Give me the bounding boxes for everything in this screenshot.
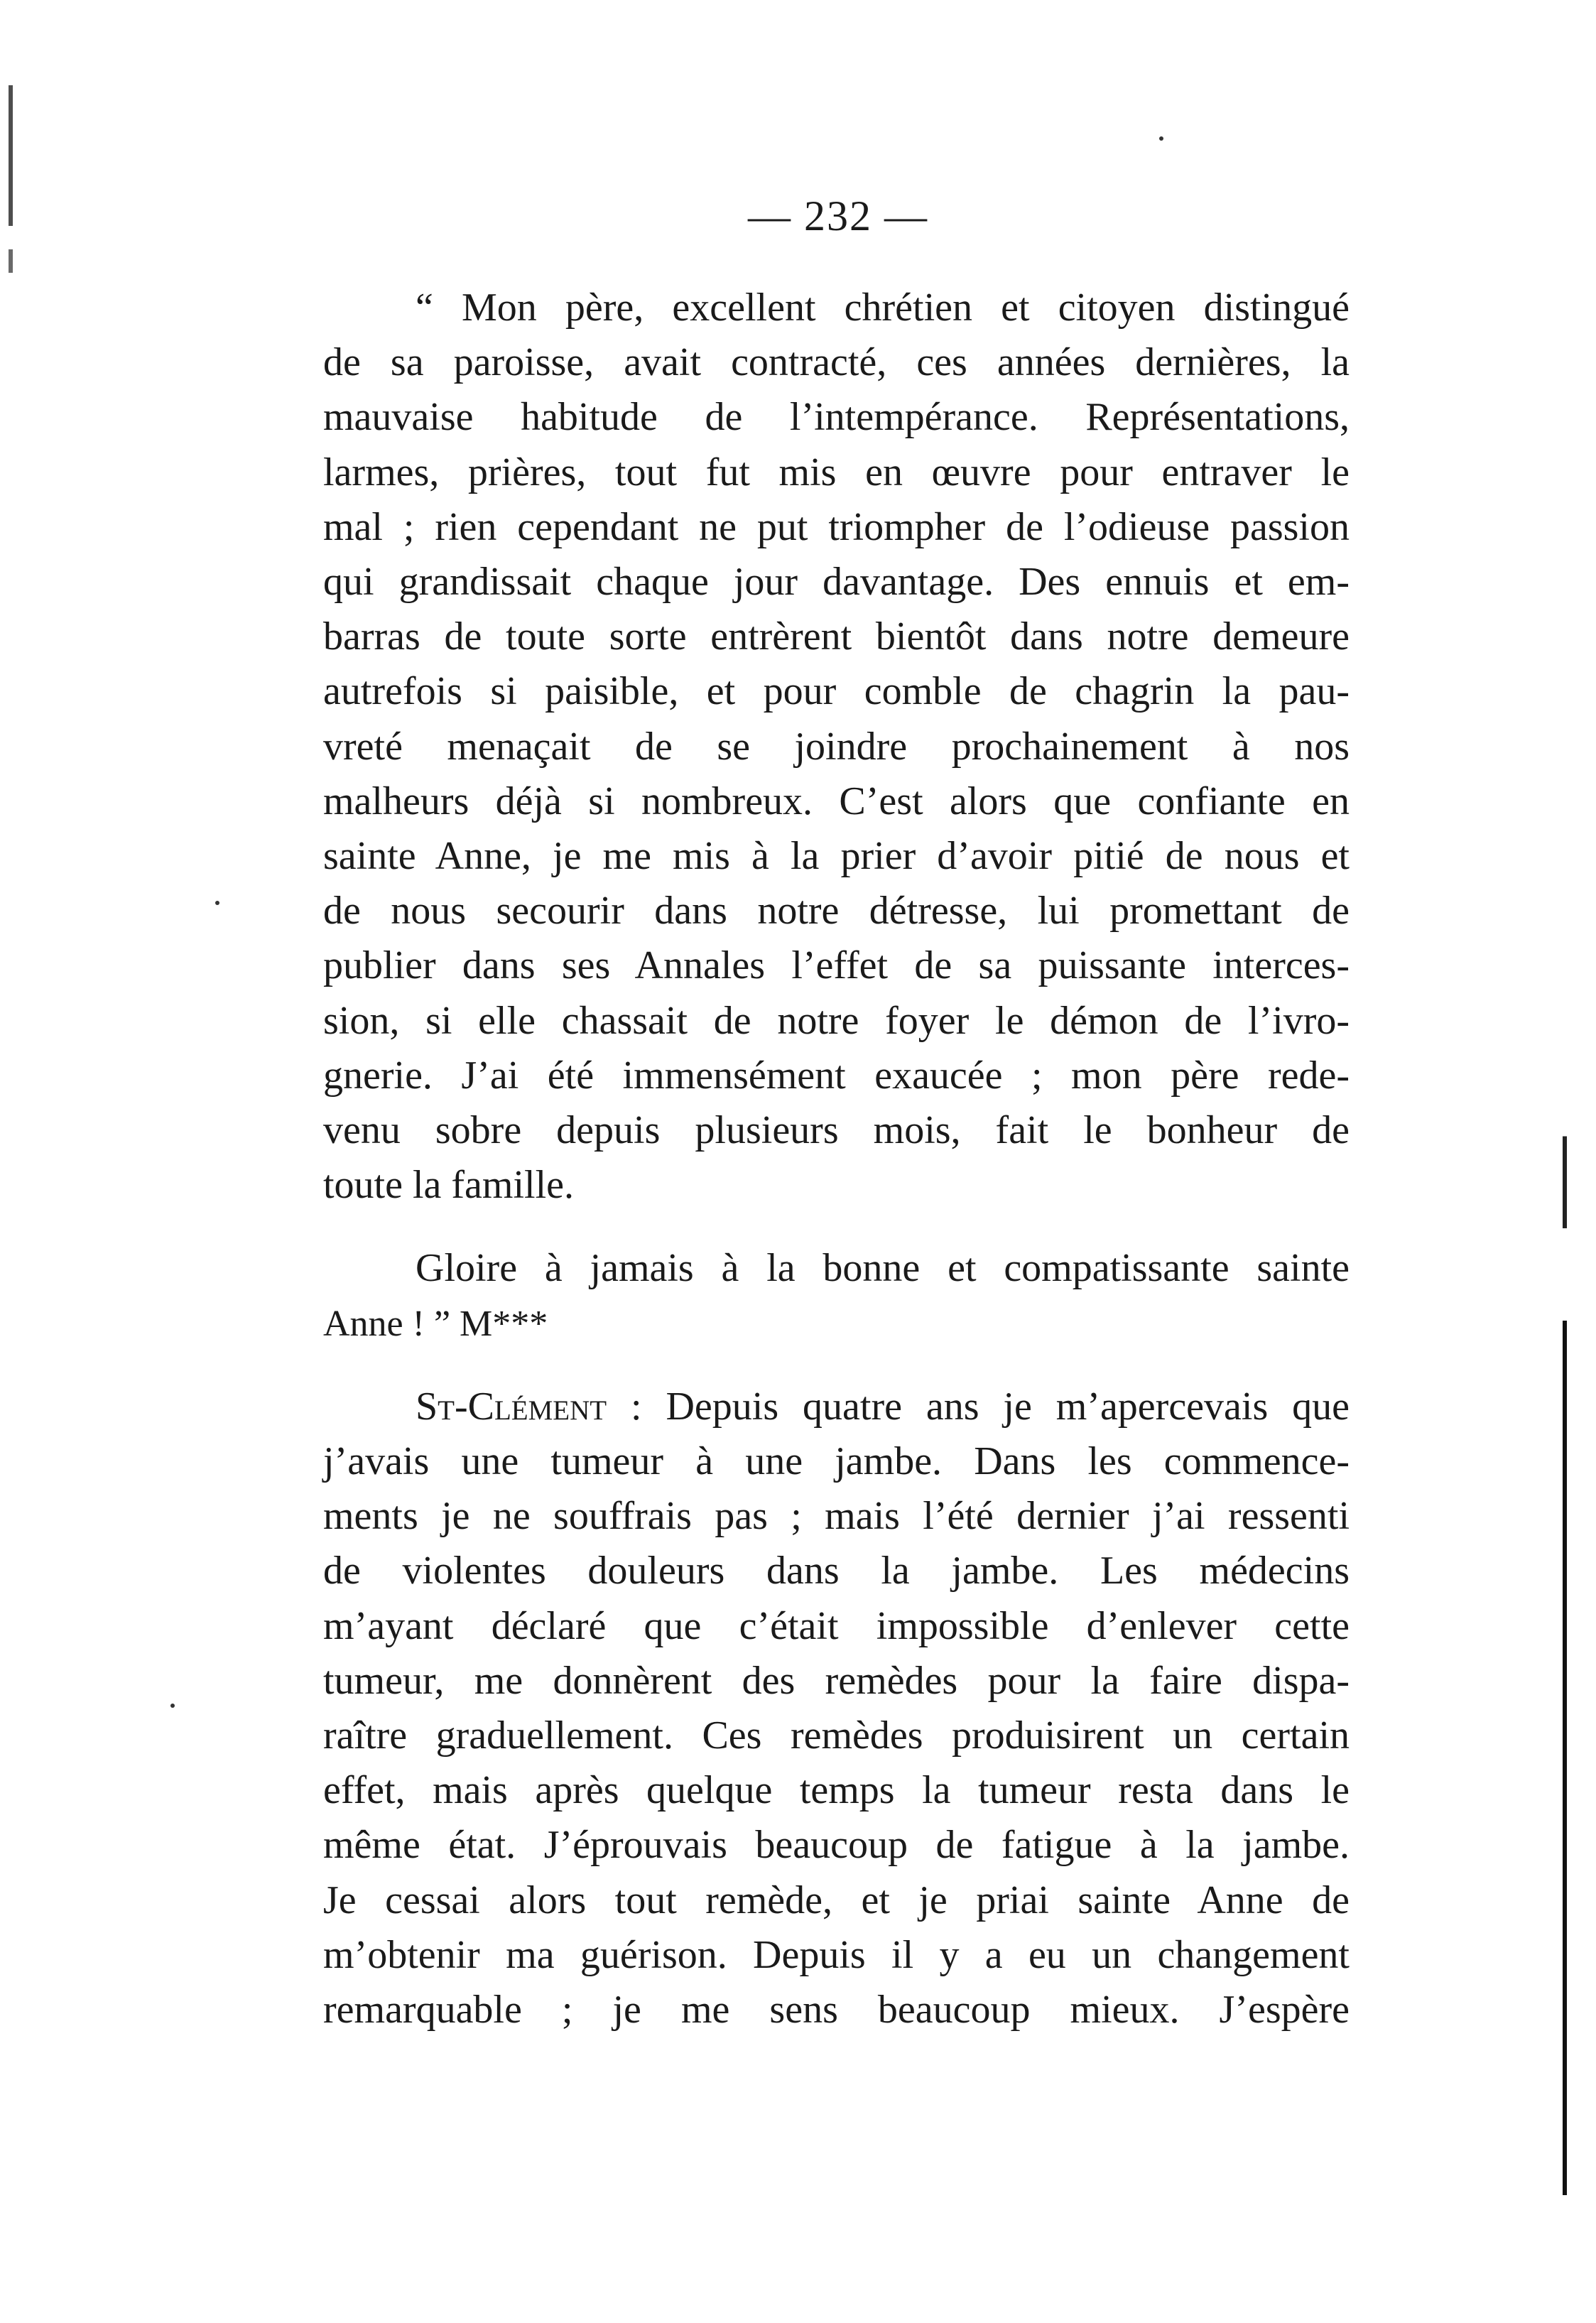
text-line: malheurs déjà si nombreux. C’est alors que confiante en	[323, 779, 1350, 823]
paragraph-spacer	[323, 1213, 1350, 1241]
text-line: même état. J’éprouvais beaucoup de fatigue à la jambe.	[323, 1823, 1350, 1868]
text-fragment: : Depuis quatre ans je m’apercevais que	[607, 1384, 1350, 1429]
binding-edge-mark	[9, 85, 13, 320]
text-line: tumeur, me donnèrent des remèdes pour la faire dispa-	[323, 1658, 1350, 1703]
text-line: ments je ne souffrais pas ; mais l’été dernier j’ai ressenti	[323, 1494, 1350, 1539]
signature-line: Anne ! ” M***	[323, 1303, 548, 1344]
text-line: autrefois si paisible, et pour comble de chagrin la pau-	[323, 669, 1350, 714]
text-line: effet, mais après quelque temps la tumeur resta dans le	[323, 1768, 1350, 1813]
text-line: de nous secourir dans notre détresse, lui promettant de	[323, 889, 1350, 933]
page-body	[323, 281, 1350, 2037]
text-line: de violentes douleurs dans la jambe. Les médecins	[323, 1549, 1350, 1593]
paragraph-spacer	[323, 1351, 1350, 1380]
place-name: St-Clément	[416, 1384, 607, 1429]
text-line: larmes, prières, tout fut mis en œuvre pour entraver le	[323, 450, 1350, 494]
text-line: m’ayant déclaré que c’était impossible d’enlever cette	[323, 1603, 1350, 1648]
text-line	[323, 1380, 1350, 1434]
text-line: mauvaise habitude de l’intempérance. Représentations,	[323, 395, 1350, 440]
text-line: j’avais une tumeur à une jambe. Dans les commence-	[323, 1439, 1350, 1484]
text-line: publier dans ses Annales l’effet de sa puissante interces-	[323, 943, 1350, 988]
text-line: sainte Anne, je me mis à la prier d’avoir pitié de nous et	[323, 834, 1350, 879]
text-line: raître graduellement. Ces remèdes produisirent un certain	[323, 1713, 1350, 1758]
text-line: qui grandissait chaque jour davantage. Des ennuis et em-	[323, 560, 1350, 605]
page-number: — 232 —	[748, 193, 928, 239]
scan-speck	[1159, 136, 1163, 141]
text-line: vreté menaçait de se joindre prochainement à nos	[323, 724, 1350, 769]
text-line: mal ; rien cependant ne put triompher de l’odieuse passion	[323, 504, 1350, 549]
text-line: m’obtenir ma guérison. Depuis il y a eu un changement	[323, 1932, 1350, 1977]
text-line: toute la famille.	[323, 1163, 574, 1208]
paragraph-doxology	[323, 1241, 1350, 1350]
text-line: Je cessai alors tout remède, et je priai sainte Anne de	[323, 1878, 1350, 1922]
paragraph-testimony-1	[323, 281, 1350, 1213]
scan-speck	[170, 1704, 175, 1708]
text-line: venu sobre depuis plusieurs mois, fait le bonheur de	[323, 1108, 1350, 1153]
text-line: sion, si elle chassait de notre foyer le démon de l’ivro-	[323, 998, 1350, 1043]
text-line: remarquable ; je me sens beaucoup mieux. J’espère	[323, 1988, 1350, 2032]
text-line: barras de toute sorte entrèrent bientôt dans notre demeure	[323, 614, 1350, 659]
text-line: de sa paroisse, avait contracté, ces années dernières, la	[323, 340, 1350, 385]
paragraph-testimony-2	[323, 1380, 1350, 2037]
text-line: “ Mon père, excellent chrétien et citoyen distingué	[416, 286, 1350, 330]
binding-edge-mark	[1563, 1044, 1567, 2195]
scan-speck	[215, 901, 219, 905]
text-line: gnerie. J’ai été immensément exaucée ; mon père rede-	[323, 1053, 1350, 1098]
text-line: Gloire à jamais à la bonne et compatissante sainte	[416, 1246, 1350, 1291]
